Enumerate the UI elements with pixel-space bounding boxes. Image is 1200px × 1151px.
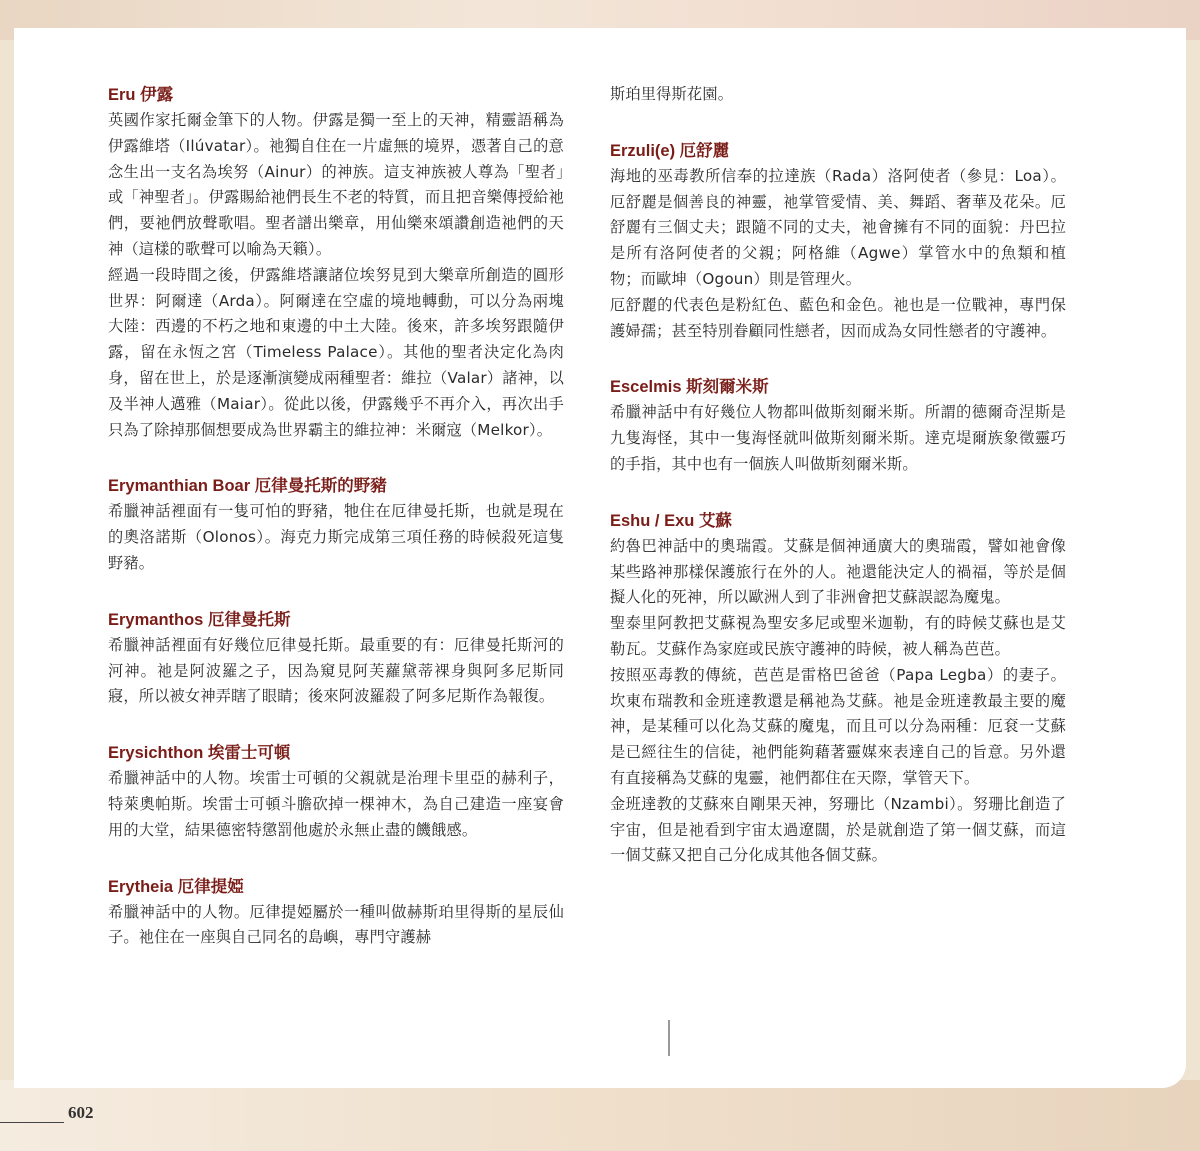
- entry-eru: [108, 82, 564, 443]
- entry-paragraph: 希臘神話中的人物。厄律提婭屬於一種叫做赫斯珀里得斯的星辰仙子。祂住在一座與自己同名的島嶼，專門守護赫: [108, 902, 564, 947]
- entry-continuation: [610, 82, 1066, 108]
- footer-rule: [0, 1122, 64, 1123]
- entry-erymanthian-boar: [108, 473, 564, 576]
- left-column: [108, 82, 564, 981]
- entry-erzulie: [610, 138, 1066, 345]
- pen-mark: [668, 1020, 670, 1056]
- entry-title: Eru 伊露: [108, 86, 174, 104]
- entry-paragraph: 按照巫毒教的傳統，芭芭是雷格巴爸爸（Papa Legba）的妻子。坎東布瑞教和金班達教還是稱祂為艾蘇。祂是金班達教最主要的魔神，是某種可以化為艾蘇的魔鬼，而且可以分為兩種：厄袞一艾蘇是已經往生的信徒，祂們能夠藉著靈媒來表達自己的旨意。另外還有直接稱為艾蘇的鬼靈，祂們都住在天際，掌管天下。: [610, 665, 1066, 787]
- entry-title: Erzuli(e) 厄舒麗: [610, 141, 730, 160]
- page-number: 602: [68, 1103, 94, 1122]
- entry-paragraph: 經過一段時間之後，伊露維塔讓諸位埃努見到大樂章所創造的圓形世界：阿爾達（Arda）。阿爾達在空虛的境地轉動，可以分為兩塊大陸：西邊的不朽之地和東邊的中土大陸。後來，許多埃努跟隨伊露，留在永恆之宮（Timeless Palace）。其他的聖者決定化為肉身，留在世上，於是逐漸演變成兩種聖者：維拉（Valar）諸神，以及半神人邁雅（Maiar）。從此以後，伊露幾乎不再介入，再次出手只為了除掉那個想要成為世界霸主的維拉神：米爾寇（Melkor）。: [108, 265, 564, 439]
- entry-eshu: [610, 508, 1066, 869]
- entry-title: Erymanthos 厄律曼托斯: [108, 610, 291, 629]
- entry-paragraph: 希臘神話裡面有一隻可怕的野豬，牠住在厄律曼托斯，也就是現在的奧洛諾斯（Olonos）。海克力斯完成第三項任務的時候殺死這隻野豬。: [108, 502, 564, 572]
- entry-erymanthos: [108, 607, 564, 710]
- entry-erysichthon: [108, 740, 564, 843]
- entry-erytheia: [108, 874, 564, 952]
- entry-paragraph: 約魯巴神話中的奧瑞霞。艾蘇是個神通廣大的奧瑞霞，譬如祂會像某些路神那樣保護旅行在外的人。祂還能決定人的禍福，等於是個擬人化的死神，所以歐洲人到了非洲會把艾蘇誤認為魔鬼。: [610, 536, 1066, 607]
- entry-paragraph: 希臘神話中的人物。埃雷士可頓的父親就是治理卡里亞的赫利子，特萊奧帕斯。埃雷士可頓斗膽砍掉一棵神木，為自己建造一座宴會用的大堂，結果德密特懲罰他處於永無止盡的饑餓感。: [108, 769, 564, 839]
- entry-title: Escelmis 斯刻爾米斯: [610, 378, 769, 397]
- entry-title: Erytheia 厄律提婭: [108, 877, 244, 896]
- right-column: [610, 82, 1066, 899]
- page-bottom-background: [0, 1080, 1200, 1151]
- entry-paragraph: 金班達教的艾蘇來自剛果天神，努珊比（Nzambi）。努珊比創造了宇宙，但是祂看到宇宙太過遼闊，於是就創造了第一個艾蘇，而這一個艾蘇又把自己分化成其他各個艾蘇。: [610, 794, 1066, 865]
- entry-paragraph: 英國作家托爾金筆下的人物。伊露是獨一至上的天神，精靈語稱為伊露維塔（Ilúvatar）。祂獨自住在一片虛無的境界，憑著自己的意念生出一支名為埃努（Ainur）的神族。這支神族被人尊為「聖者」或「神聖者」。伊露賜給祂們長生不老的特質，而且把音樂傳授給祂們，要祂們放聲歌唱。聖者譜出樂章，用仙樂來頌讚創造祂們的天神（這樣的歌聲可以喻為天籟）。: [108, 111, 564, 258]
- entry-paragraph: 海地的巫毒教所信奉的拉達族（Rada）洛阿使者（參見：Loa）。厄舒麗是個善良的神靈，祂掌管愛情、美、舞蹈、奢華及花朵。厄舒麗有三個丈夫；跟隨不同的丈夫，祂會擁有不同的面貌：丹巴拉是所有洛阿使者的父親；阿格維（Agwe）掌管水中的魚類和植物；而歐坤（Ogoun）則是管理火。: [610, 166, 1066, 288]
- entry-paragraph: 厄舒麗的代表色是粉紅色、藍色和金色。祂也是一位戰神，專門保護婦孺；甚至特別眷顧同性戀者，因而成為女同性戀者的守護神。: [610, 295, 1066, 340]
- entry-title: Erymanthian Boar 厄律曼托斯的野豬: [108, 477, 387, 496]
- continuation-text: 斯珀里得斯花園。: [610, 85, 734, 103]
- entry-paragraph: 聖泰里阿教把艾蘇視為聖安多尼或聖米迦勒，有的時候艾蘇也是艾勒瓦。艾蘇作為家庭或民族守護神的時候，被人稱為芭芭。: [610, 614, 1066, 658]
- entry-title: Eshu / Exu 艾蘇: [610, 511, 732, 530]
- entry-title: Erysichthon 埃雷士可頓: [108, 744, 291, 763]
- entry-escelmis: [610, 374, 1066, 477]
- entry-paragraph: 希臘神話中有好幾位人物都叫做斯刻爾米斯。所謂的德爾奇涅斯是九隻海怪，其中一隻海怪就叫做斯刻爾米斯。達克堤爾族象徵靈巧的手指，其中也有一個族人叫做斯刻爾米斯。: [610, 403, 1066, 473]
- entry-paragraph: 希臘神話裡面有好幾位厄律曼托斯。最重要的有：厄律曼托斯河的河神。祂是阿波羅之子，因為窺見阿芙蘿黛蒂裸身與阿多尼斯同寢，所以被女神弄瞎了眼睛；後來阿波羅殺了阿多尼斯作為報復。: [108, 635, 564, 706]
